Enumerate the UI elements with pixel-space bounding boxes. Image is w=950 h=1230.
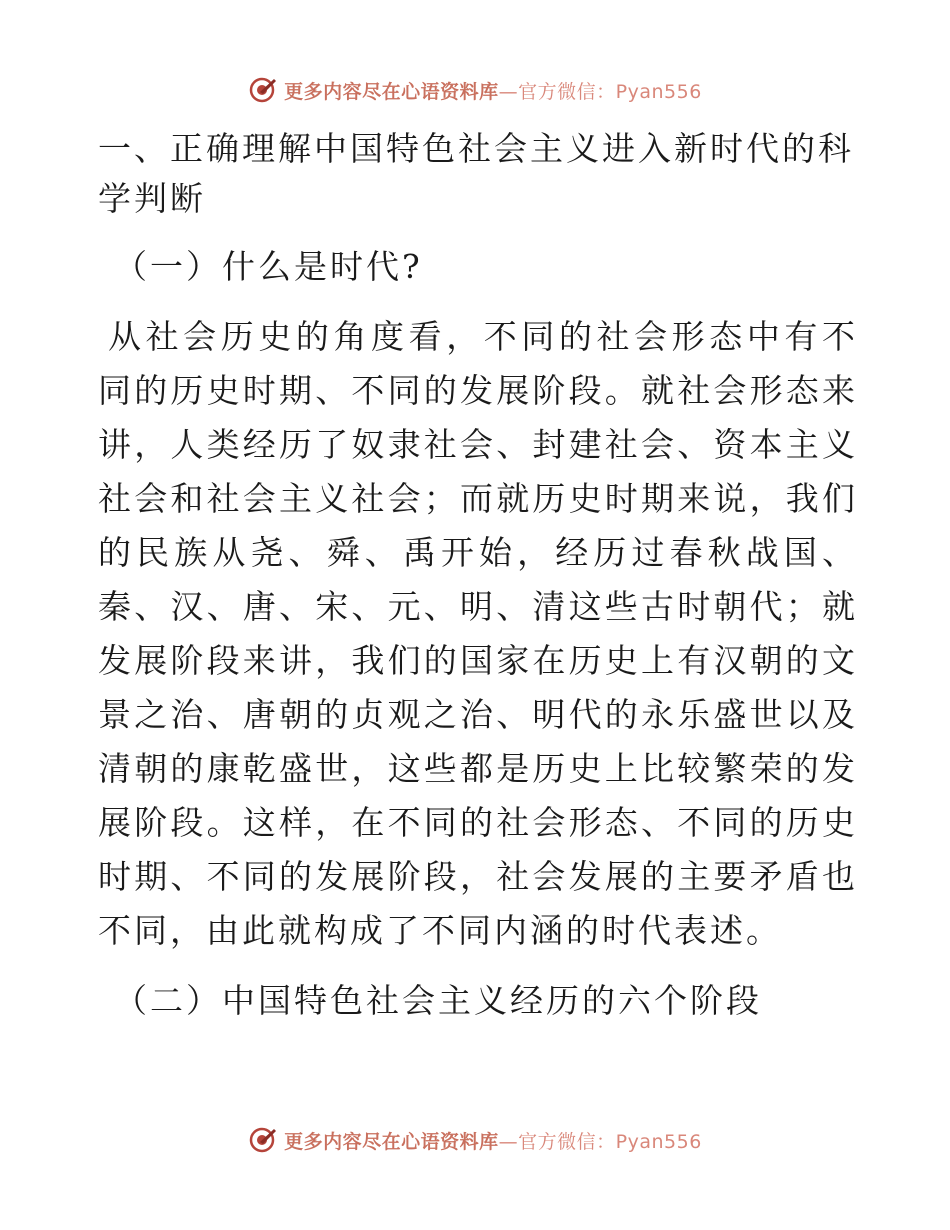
header-brand-text: 更多内容尽在心语资料库 xyxy=(284,80,499,103)
document-heading: 一、正确理解中国特色社会主义进入新时代的科学判断 xyxy=(98,129,854,218)
header-separator: — xyxy=(498,80,519,103)
header-contact-text: 官方微信：Pyan556 xyxy=(518,80,702,103)
header-watermark-text xyxy=(284,77,702,104)
footer-watermark-text xyxy=(284,1127,702,1154)
section-2-title: （二）中国特色社会主义经历的六个阶段 xyxy=(114,981,762,1020)
section-1-paragraph: 从社会历史的角度看，不同的社会形态中有不同的历史时期、不同的发展阶段。就社会形态来讲，人类经历了奴隶社会、封建社会、资本主义社会和社会主义社会；而就历史时期来说，我们的民族从尧、舜、禹开始，经历过春秋战国、秦、汉、唐、宋、元、明、清这些古时朝代；就发展阶段来讲，我们的国家在历史上有汉朝的文景之治、唐朝的贞观之治、明代的永乐盛世以及清朝的康乾盛世，这些都是历史上比较繁荣的发展阶段。这样，在不同的社会形态、不同的历史时期、不同的发展阶段，社会发展的主要矛盾也不同，由此就构成了不同内涵的时代表述。 xyxy=(98,317,858,950)
section-1-title: （一）什么是时代? xyxy=(114,247,423,286)
header-watermark-banner xyxy=(0,70,950,110)
footer-contact-text: 官方微信：Pyan556 xyxy=(518,1130,702,1153)
document-body xyxy=(98,124,858,1044)
pen-logo-icon xyxy=(248,1125,278,1155)
pen-logo-icon xyxy=(248,75,278,105)
footer-brand-text: 更多内容尽在心语资料库 xyxy=(284,1130,499,1153)
footer-watermark-banner xyxy=(0,1120,950,1160)
footer-separator: — xyxy=(498,1130,519,1153)
